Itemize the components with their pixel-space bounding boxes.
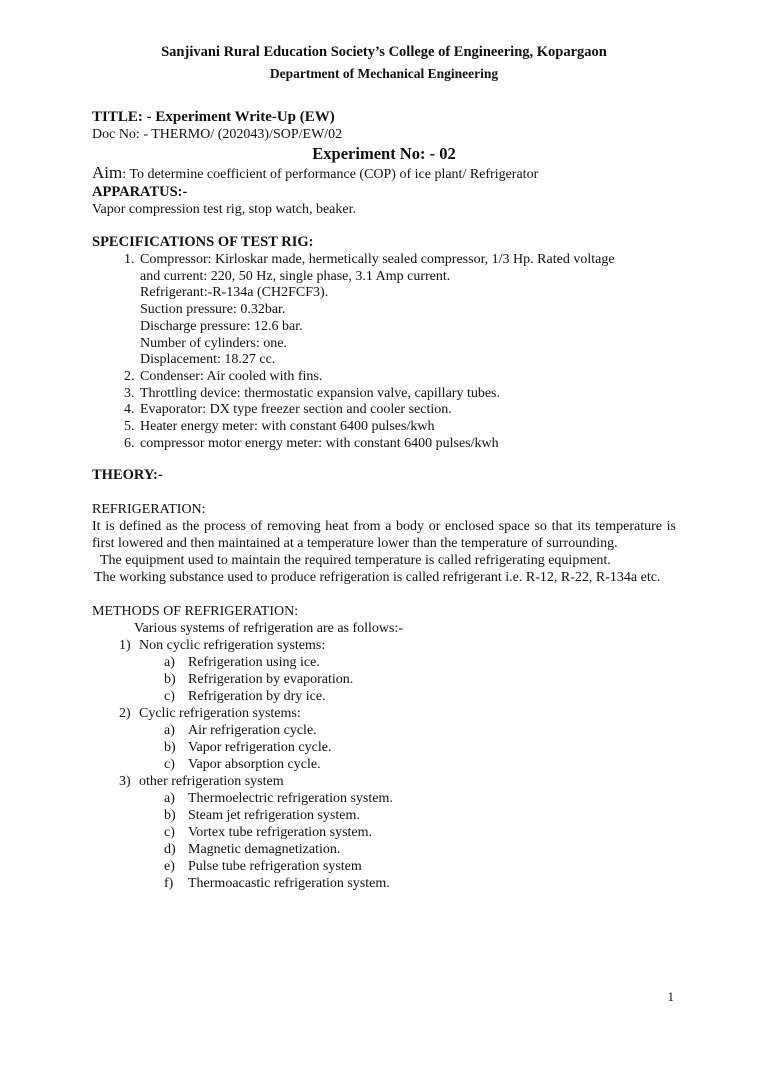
group-label: Cyclic refrigeration systems: (139, 706, 301, 722)
document-page (0, 43, 768, 1067)
methods-intro: Various systems of refrigeration are as follows:- (134, 621, 404, 637)
item-marker: c) (164, 757, 175, 773)
item-text: Magnetic demagnetization. (188, 842, 341, 858)
specs-heading: SPECIFICATIONS OF TEST RIG: (92, 234, 314, 250)
refrigerant-text: The working substance used to produce refrigeration is called refrigerant i.e. R-12, R-22, R-134a etc. (94, 570, 661, 586)
method-item (164, 654, 676, 671)
apparatus-text: Vapor compression test rig, stop watch, beaker. (92, 202, 356, 217)
item-text: Thermoelectric refrigeration system. (188, 791, 393, 807)
item-marker: a) (164, 791, 175, 807)
item-text: Refrigeration by evaporation. (188, 672, 354, 688)
item-marker: e) (164, 859, 175, 875)
item-marker: c) (164, 825, 175, 841)
spec-compressor-line: Displacement: 18.27 cc. (140, 352, 276, 368)
method-group (119, 705, 676, 773)
spec-item-compressor (138, 252, 676, 369)
spec-item: 6. compressor motor energy meter: with constant 6400 pulses/kwh (138, 436, 676, 453)
item-marker: c) (164, 689, 175, 705)
doc-title: TITLE: - Experiment Write-Up (EW) (92, 109, 335, 125)
method-group (119, 773, 676, 892)
item-marker: b) (164, 672, 176, 688)
method-item (164, 671, 676, 688)
item-text: Vapor absorption cycle. (188, 757, 321, 773)
theory-heading: THEORY:- (92, 467, 163, 484)
item-text: Pulse tube refrigeration system (188, 859, 362, 875)
institution-name: Sanjivani Rural Education Society’s College of Engineering, Kopargaon (161, 44, 607, 60)
item-text: Air refrigeration cycle. (188, 723, 317, 739)
item-marker: a) (164, 723, 175, 739)
item-text: Steam jet refrigeration system. (188, 808, 360, 824)
aim-line (92, 164, 676, 184)
spec-item: 3. Throttling device: thermostatic expansion valve, capillary tubes. (138, 386, 676, 403)
spec-compressor-line: Suction pressure: 0.32bar. (140, 302, 286, 318)
methods-heading: METHODS OF REFRIGERATION: (92, 604, 299, 620)
method-item (164, 841, 676, 858)
item-marker: b) (164, 808, 176, 824)
group-label: Non cyclic refrigeration systems: (139, 638, 326, 654)
method-item (164, 858, 676, 875)
item-marker: b) (164, 740, 176, 756)
method-sublist (119, 722, 676, 773)
specs-list (92, 252, 676, 452)
method-sublist (119, 654, 676, 705)
spec-compressor-line: Discharge pressure: 12.6 bar. (140, 318, 303, 334)
group-label: other refrigeration system (139, 774, 284, 790)
experiment-number: Experiment No: - 02 (312, 144, 456, 163)
item-marker: a) (164, 655, 175, 671)
page-number: 1 (667, 989, 674, 1004)
apparatus-heading: APPARATUS:- (92, 184, 188, 200)
item-text: Refrigeration by dry ice. (188, 689, 326, 705)
refrigeration-definition: It is defined as the process of removing heat from a body or enclosed space so that its temperature is first lowered and then maintained at a temperature lower than the temperature of surrounding. (92, 519, 676, 552)
method-item (164, 739, 676, 756)
methods-list (92, 637, 676, 892)
spec-compressor-line: and current: 220, 50 Hz, single phase, 3.1 Amp current. (140, 268, 451, 284)
item-text: Thermoacastic refrigeration system. (188, 876, 390, 892)
item-marker: d) (164, 842, 176, 858)
item-text: Refrigeration using ice. (188, 655, 320, 671)
method-item (164, 756, 676, 773)
method-item (164, 824, 676, 841)
group-marker: 3) (119, 774, 131, 790)
method-item (164, 688, 676, 705)
item-text: Vapor refrigeration cycle. (188, 740, 332, 756)
spec-compressor-line: 1. Compressor: Kirloskar made, hermetically sealed compressor, 1/3 Hp. Rated voltage (140, 252, 615, 267)
spec-item: 5. Heater energy meter: with constant 6400 pulses/kwh (138, 419, 676, 436)
method-item (164, 790, 676, 807)
doc-number: Doc No: - THERMO/ (202043)/SOP/EW/02 (92, 127, 343, 142)
item-marker: f) (164, 876, 174, 892)
aim-text: : To determine coefficient of performance (COP) of ice plant/ Refrigerator (122, 167, 539, 182)
method-item (164, 875, 676, 892)
spec-compressor-line: Number of cylinders: one. (140, 335, 287, 351)
group-marker: 2) (119, 706, 131, 722)
refrigerating-equipment-text: The equipment used to maintain the required temperature is called refrigerating equipment. (100, 553, 611, 569)
aim-label: Aim (92, 163, 123, 182)
method-group (119, 637, 676, 705)
refrigeration-heading: REFRIGERATION: (92, 502, 206, 518)
method-item (164, 807, 676, 824)
department-name: Department of Mechanical Engineering (269, 66, 499, 81)
method-item (164, 722, 676, 739)
spec-item: 4. Evaporator: DX type freezer section and cooler section. (138, 402, 676, 419)
item-text: Vortex tube refrigeration system. (188, 825, 373, 841)
spec-item: 2. Condenser: Air cooled with fins. (138, 369, 676, 386)
method-sublist (119, 790, 676, 892)
group-marker: 1) (119, 638, 131, 654)
spec-compressor-line: Refrigerant:-R-134a (CH2FCF3). (140, 285, 329, 301)
